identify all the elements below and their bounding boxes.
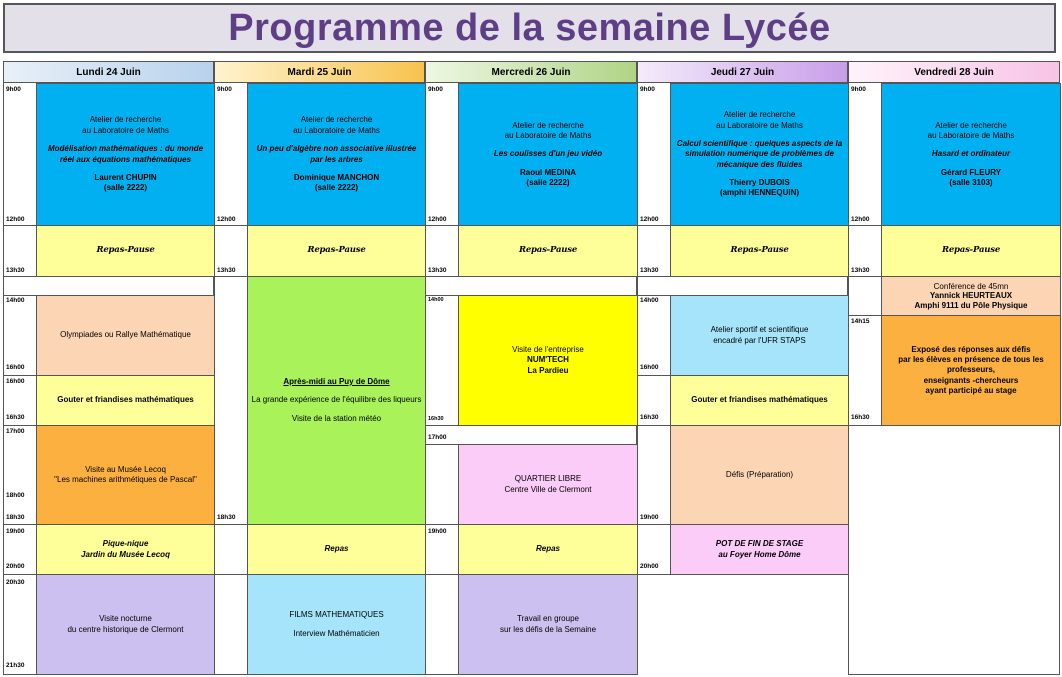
films-line1: FILMS MATHEMATIQUES bbox=[289, 610, 384, 620]
time-label: 9h00 bbox=[6, 86, 21, 93]
atelier-line1: Atelier de recherche bbox=[512, 120, 584, 130]
puy-line2: Visite de la station météo bbox=[291, 413, 382, 423]
meal-label: Repas-Pause bbox=[730, 245, 789, 256]
atelier-line2: au Laboratoire de Maths bbox=[927, 130, 1015, 140]
expose-line3: enseignants -chercheurs bbox=[923, 375, 1019, 385]
gouter-jeudi bbox=[670, 375, 849, 426]
time-label: 16h30 bbox=[640, 414, 659, 421]
meal-label: Repas-Pause bbox=[96, 245, 155, 256]
atelier-line2: au Laboratoire de Maths bbox=[716, 120, 803, 130]
films-line2: Interview Mathématicien bbox=[293, 628, 380, 638]
meal-label: Repas-Pause bbox=[941, 245, 1001, 256]
atelier-line2: au Laboratoire de Maths bbox=[82, 125, 169, 135]
time-label: 20h30 bbox=[6, 579, 25, 586]
puy-title: Après-midi au Puy de Dôme bbox=[283, 376, 390, 386]
quartier-line1: QUARTIER LIBRE bbox=[514, 474, 582, 484]
time-label: 14h15 bbox=[851, 318, 870, 325]
meal-lundi bbox=[36, 225, 215, 277]
day-header-vendredi: Vendredi 28 Juin bbox=[848, 61, 1060, 83]
time-label: 19h00 bbox=[428, 528, 447, 535]
day-header-mercredi: Mercredi 26 Juin bbox=[425, 61, 637, 83]
atelier-theme: Hasard et ordinateur bbox=[931, 149, 1011, 159]
week-schedule-grid bbox=[3, 61, 1060, 675]
atelier-theme: Calcul scientifique : quelques aspects de la simulation numérique de problèmes de mécanique des fluides bbox=[676, 138, 843, 169]
time-label: 18h30 bbox=[217, 514, 236, 521]
entreprise-line3: La Pardieu bbox=[527, 365, 569, 375]
quartier-line2: Centre Ville de Clermont bbox=[504, 484, 592, 494]
day-column-mardi bbox=[214, 83, 425, 675]
time-label: 14h00 bbox=[428, 297, 444, 303]
time-label: 17h00 bbox=[428, 434, 447, 441]
expose-line4: ayant participé au stage bbox=[925, 386, 1017, 396]
nocturne-line2: du centre historique de Clermont bbox=[67, 624, 184, 634]
repas-mercredi bbox=[458, 524, 638, 575]
atelier-speaker: Gérard FLEURY bbox=[940, 167, 1002, 177]
atelier-vendredi bbox=[881, 83, 1061, 226]
travail-line2: sur les défis de la Semaine bbox=[499, 624, 597, 634]
musee-lundi bbox=[36, 425, 215, 525]
atelier-speaker: Raoul MEDINA bbox=[520, 167, 576, 177]
atelier-speaker: Thierry DUBOIS bbox=[729, 178, 790, 188]
pot-line1: POT DE FIN DE STAGE bbox=[715, 539, 804, 549]
time-label: 18h00 bbox=[6, 492, 25, 499]
meal-mercredi bbox=[458, 225, 638, 277]
atelier-line2: au Laboratoire de Maths bbox=[504, 130, 592, 140]
meal-label: Repas-Pause bbox=[307, 245, 366, 256]
atelier-theme: Les coulisses d'un jeu vidéo bbox=[493, 149, 603, 159]
entreprise-line2: NUM'TECH bbox=[527, 355, 569, 365]
gouter-label: Gouter et friandises mathématiques bbox=[691, 395, 828, 405]
time-label: 16h30 bbox=[428, 416, 444, 422]
atelier-line1: Atelier de recherche bbox=[935, 120, 1007, 130]
atelier-line1: Atelier de recherche bbox=[300, 115, 373, 125]
repas-label: Repas bbox=[324, 544, 349, 554]
time-label: 9h00 bbox=[851, 86, 866, 93]
page-title-banner bbox=[3, 3, 1056, 53]
meal-vendredi bbox=[881, 225, 1061, 277]
conference-line1: Conférence de 45mn bbox=[933, 281, 1009, 291]
day-header-lundi: Lundi 24 Juin bbox=[3, 61, 214, 83]
time-label: 13h30 bbox=[217, 267, 236, 274]
atelier-theme: Un peu d'algèbre non associative illustrée par les arbres bbox=[256, 144, 417, 164]
expose-line1: Exposé des réponses aux défis bbox=[911, 344, 1031, 354]
defis-label: Défis (Préparation) bbox=[725, 469, 794, 479]
expose-line2: par les élèves en présence de tous les professeurs, bbox=[898, 354, 1044, 375]
pot-jeudi bbox=[670, 524, 849, 575]
time-label: 12h00 bbox=[6, 216, 25, 223]
time-label: 18h30 bbox=[6, 514, 25, 521]
time-label: 14h00 bbox=[640, 297, 659, 304]
travail-line1: Travail en groupe bbox=[517, 614, 579, 624]
time-label: 16h30 bbox=[851, 414, 870, 421]
time-label: 20h00 bbox=[6, 563, 25, 570]
day-column-jeudi bbox=[637, 83, 848, 575]
atelier-line1: Atelier de recherche bbox=[723, 110, 796, 120]
time-label: 12h00 bbox=[640, 216, 659, 223]
atelier-room: (salle 2222) bbox=[103, 183, 148, 193]
day-header-jeudi: Jeudi 27 Juin bbox=[637, 61, 848, 83]
atelier-room: (salle 2222) bbox=[526, 178, 570, 188]
atelier-mardi bbox=[247, 83, 426, 226]
atelier-jeudi bbox=[670, 83, 849, 226]
musee-line1: Visite au Musée Lecoq bbox=[85, 464, 166, 474]
time-label: 17h00 bbox=[6, 428, 25, 435]
olympiades-label: Olympiades ou Rallye Mathématique bbox=[60, 330, 191, 340]
day-column-lundi bbox=[3, 83, 214, 675]
time-label: 12h00 bbox=[217, 216, 236, 223]
sportif-line1: Atelier sportif et scientifique bbox=[710, 325, 809, 335]
expose-vendredi bbox=[881, 315, 1061, 426]
time-label: 16h00 bbox=[6, 378, 25, 385]
puy-de-dome-mardi bbox=[247, 276, 426, 525]
entreprise-mercredi bbox=[458, 295, 638, 426]
time-label: 16h00 bbox=[6, 364, 25, 371]
entreprise-line1: Visite de l'entreprise bbox=[512, 344, 584, 354]
atelier-line2: au Laboratoire de Maths bbox=[293, 125, 380, 135]
day-column-mercredi bbox=[425, 83, 637, 675]
gouter-label: Gouter et friandises mathématiques bbox=[57, 395, 194, 405]
meal-label: Repas-Pause bbox=[518, 245, 578, 256]
atelier-mercredi bbox=[458, 83, 638, 226]
musee-line2: "Les machines arithmétiques de Pascal" bbox=[54, 475, 197, 484]
sportif-jeudi bbox=[670, 295, 849, 376]
day-header-mardi: Mardi 25 Juin bbox=[214, 61, 425, 83]
atelier-lundi bbox=[36, 83, 215, 226]
pique-nique-lundi bbox=[36, 524, 215, 575]
atelier-speaker: Laurent CHUPIN bbox=[94, 172, 157, 182]
travail-mercredi bbox=[458, 574, 638, 675]
time-label: 9h00 bbox=[428, 86, 443, 93]
meal-mardi bbox=[247, 225, 426, 277]
time-label: 20h00 bbox=[640, 563, 659, 570]
films-mardi bbox=[247, 574, 426, 675]
repas-label: Repas bbox=[535, 544, 560, 554]
nocturne-line1: Visite nocturne bbox=[99, 614, 152, 624]
time-label: 9h00 bbox=[640, 86, 655, 93]
atelier-speaker: Dominique MANCHON bbox=[293, 172, 380, 182]
day-column-vendredi bbox=[848, 83, 1060, 675]
atelier-line1: Atelier de recherche bbox=[89, 115, 162, 125]
time-label: 13h30 bbox=[851, 267, 870, 274]
time-label: 13h30 bbox=[428, 267, 447, 274]
time-label: 21h30 bbox=[6, 662, 25, 669]
time-label: 13h30 bbox=[640, 267, 659, 274]
sportif-line2: encadré par l'UFR STAPS bbox=[713, 335, 806, 345]
pique-line2: Jardin du Musée Lecoq bbox=[81, 549, 170, 559]
time-label: 13h30 bbox=[6, 267, 25, 274]
page-title: Programme de la semaine Lycée bbox=[228, 6, 831, 49]
olympiades-lundi bbox=[36, 295, 215, 376]
nocturne-lundi bbox=[36, 574, 215, 675]
pot-line2: au Foyer Home Dôme bbox=[718, 549, 801, 559]
atelier-room: (salle 3103) bbox=[949, 178, 993, 188]
defis-jeudi bbox=[670, 425, 849, 525]
time-label: 12h00 bbox=[851, 216, 870, 223]
time-label: 19h00 bbox=[6, 528, 25, 535]
atelier-theme: Modélisation mathématiques : du monde réel aux équations mathématiques bbox=[47, 144, 204, 164]
gouter-lundi bbox=[36, 375, 215, 426]
conference-line2: Yannick HEURTEAUX bbox=[929, 291, 1013, 301]
time-label: 19h00 bbox=[640, 514, 659, 521]
time-label: 12h00 bbox=[428, 216, 447, 223]
atelier-room: (amphi HENNEQUIN) bbox=[719, 188, 800, 198]
conference-line3: Amphi 9111 du Pôle Physique bbox=[914, 300, 1028, 310]
time-label: 9h00 bbox=[217, 86, 232, 93]
time-label: 16h00 bbox=[640, 364, 659, 371]
atelier-room: (salle 2222) bbox=[314, 183, 359, 193]
time-label: 14h00 bbox=[6, 297, 25, 304]
quartier-libre-mercredi bbox=[458, 444, 638, 525]
time-label: 16h30 bbox=[6, 414, 25, 421]
meal-jeudi bbox=[670, 225, 849, 277]
repas-mardi bbox=[247, 524, 426, 575]
conference-vendredi bbox=[881, 276, 1061, 316]
pique-line1: Pique-nique bbox=[102, 539, 149, 549]
puy-line1: La grande expérience de l'équilibre des liqueurs bbox=[251, 395, 422, 405]
